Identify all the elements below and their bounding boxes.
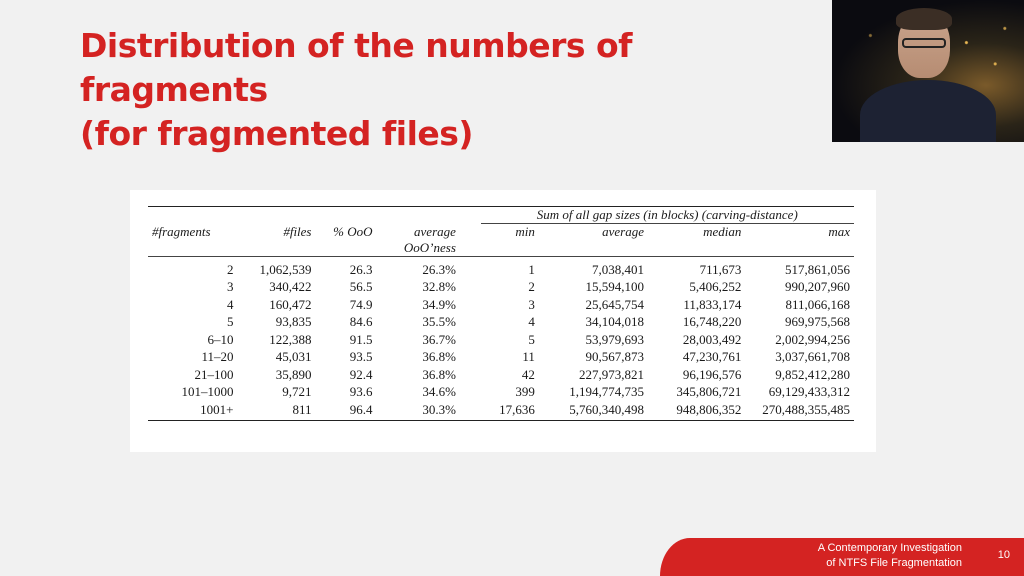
col-header-min: min bbox=[515, 224, 535, 239]
col-header-average: average bbox=[602, 224, 645, 239]
cell-median: 345,806,721 bbox=[676, 384, 742, 399]
cell-min: 17,636 bbox=[481, 401, 539, 421]
cell-files: 93,835 bbox=[275, 314, 312, 329]
presenter-webcam bbox=[832, 0, 1024, 142]
page-number: 10 bbox=[997, 549, 1010, 561]
cell-median: 948,806,352 bbox=[648, 401, 745, 421]
cell-avg-oooness: 30.3% bbox=[376, 401, 459, 421]
table-row bbox=[148, 383, 854, 401]
cell-fragments: 101–1000 bbox=[181, 384, 234, 399]
presenter-hair bbox=[896, 8, 952, 30]
cell-average: 90,567,873 bbox=[585, 349, 645, 364]
cell-ooo: 26.3 bbox=[316, 256, 377, 278]
column-gap bbox=[460, 313, 481, 331]
cell-fragments: 1001+ bbox=[148, 401, 237, 421]
cell-avg-oooness: 36.7% bbox=[422, 331, 456, 347]
column-header-row bbox=[148, 224, 854, 257]
cell-min: 1 bbox=[481, 256, 539, 278]
cell-files: 160,472 bbox=[269, 296, 312, 312]
cell-min: 2 bbox=[528, 279, 535, 294]
cell-files: 45,031 bbox=[275, 349, 312, 364]
table-row bbox=[148, 331, 854, 349]
footer-presentation-title bbox=[762, 541, 962, 571]
table-row bbox=[148, 256, 854, 278]
cell-ooo: 91.5 bbox=[349, 331, 373, 347]
cell-average: 1,194,774,735 bbox=[569, 384, 645, 399]
table-row bbox=[148, 401, 854, 421]
cell-median: 47,230,761 bbox=[682, 349, 742, 364]
cell-avg-oooness: 35.5% bbox=[422, 314, 456, 329]
column-gap bbox=[460, 383, 481, 401]
cell-average: 25,645,754 bbox=[585, 296, 645, 312]
gap-sizes-group-header: Sum of all gap sizes (in blocks) (carving-distance) bbox=[481, 207, 854, 224]
table-row bbox=[148, 296, 854, 314]
column-gap bbox=[460, 278, 481, 296]
table-row bbox=[148, 278, 854, 296]
cell-median: 711,673 bbox=[648, 256, 745, 278]
cell-fragments: 6–10 bbox=[207, 331, 234, 347]
cell-avg-oooness: 36.8% bbox=[422, 366, 456, 382]
slide-title-line-1: Distribution of the numbers of fragments bbox=[80, 26, 633, 109]
col-header-ooo: % OoO bbox=[333, 223, 373, 239]
cell-files: 9,721 bbox=[282, 384, 312, 399]
group-header-row bbox=[148, 207, 854, 224]
footer-title-line-2: of NTFS File Fragmentation bbox=[826, 557, 962, 569]
cell-min: 4 bbox=[528, 314, 535, 329]
cell-fragments: 4 bbox=[226, 296, 234, 312]
cell-fragments: 2 bbox=[148, 256, 237, 278]
cell-fragments: 3 bbox=[226, 279, 234, 294]
col-header-avg-oooness-line-1: average bbox=[414, 223, 456, 239]
cell-min: 3 bbox=[528, 296, 535, 312]
cell-min: 11 bbox=[522, 349, 535, 364]
cell-avg-oooness: 34.6% bbox=[422, 384, 456, 399]
cell-max: 990,207,960 bbox=[785, 279, 850, 294]
column-gap bbox=[460, 348, 481, 366]
cell-median: 96,196,576 bbox=[682, 366, 742, 382]
cell-avg-oooness: 34.9% bbox=[422, 296, 456, 312]
presenter-glasses bbox=[902, 38, 946, 48]
cell-min: 5 bbox=[528, 331, 535, 347]
column-gap bbox=[460, 256, 481, 278]
cell-median: 11,833,174 bbox=[683, 296, 742, 312]
cell-average: 227,973,821 bbox=[579, 366, 645, 382]
cell-average: 5,760,340,498 bbox=[539, 401, 648, 421]
presenter-body bbox=[860, 80, 996, 142]
cell-max: 3,037,661,708 bbox=[775, 349, 850, 364]
cell-avg-oooness: 26.3% bbox=[376, 256, 459, 278]
col-header-fragments: #fragments bbox=[152, 223, 211, 239]
cell-files: 122,388 bbox=[269, 331, 312, 347]
cell-median: 5,406,252 bbox=[689, 279, 742, 294]
cell-min: 42 bbox=[521, 366, 535, 382]
fragments-table-card bbox=[130, 190, 876, 452]
cell-max: 9,852,412,280 bbox=[775, 366, 850, 382]
slide-title bbox=[80, 24, 820, 156]
column-gap bbox=[460, 401, 481, 421]
column-gap bbox=[460, 366, 481, 384]
cell-files: 35,890 bbox=[275, 366, 312, 382]
cell-files: 340,422 bbox=[269, 279, 312, 294]
table-row bbox=[148, 366, 854, 384]
cell-max: 69,129,433,312 bbox=[768, 384, 850, 399]
cell-ooo: 74.9 bbox=[349, 296, 373, 312]
col-header-avg-oooness bbox=[376, 224, 459, 257]
cell-ooo: 56.5 bbox=[349, 279, 373, 294]
cell-average: 34,104,018 bbox=[585, 314, 645, 329]
slide-title-line-2: (for fragmented files) bbox=[80, 114, 474, 153]
cell-min: 399 bbox=[515, 384, 535, 399]
cell-fragments: 21–100 bbox=[194, 366, 234, 382]
cell-ooo: 93.6 bbox=[349, 384, 373, 399]
cell-max: 969,975,568 bbox=[785, 314, 850, 329]
column-gap bbox=[460, 331, 481, 349]
cell-max: 517,861,056 bbox=[745, 256, 854, 278]
cell-ooo: 84.6 bbox=[349, 314, 373, 329]
cell-files: 1,062,539 bbox=[237, 256, 315, 278]
table-body bbox=[148, 256, 854, 421]
cell-fragments: 11–20 bbox=[201, 349, 234, 364]
cell-fragments: 5 bbox=[226, 314, 234, 329]
cell-ooo: 93.5 bbox=[349, 349, 373, 364]
column-gap bbox=[460, 296, 481, 314]
col-header-max: max bbox=[828, 224, 850, 239]
col-header-median: median bbox=[703, 224, 742, 239]
col-header-files: #files bbox=[283, 223, 312, 239]
cell-max: 811,066,168 bbox=[785, 296, 850, 312]
footer-title-line-1: A Contemporary Investigation bbox=[817, 542, 962, 554]
cell-files: 811 bbox=[237, 401, 315, 421]
cell-average: 15,594,100 bbox=[585, 279, 645, 294]
cell-average: 7,038,401 bbox=[539, 256, 648, 278]
cell-max: 2,002,994,256 bbox=[775, 331, 850, 347]
cell-ooo: 96.4 bbox=[316, 401, 377, 421]
fragments-table bbox=[148, 206, 854, 421]
cell-median: 28,003,492 bbox=[682, 331, 742, 347]
cell-ooo: 92.4 bbox=[349, 366, 373, 382]
cell-avg-oooness: 32.8% bbox=[422, 279, 456, 294]
table-row bbox=[148, 348, 854, 366]
cell-max: 270,488,355,485 bbox=[745, 401, 854, 421]
cell-avg-oooness: 36.8% bbox=[422, 349, 456, 364]
footer-band bbox=[660, 538, 1024, 576]
col-header-avg-oooness-line-2: OoO’ness bbox=[403, 239, 456, 255]
cell-average: 53,979,693 bbox=[585, 331, 645, 347]
table-row bbox=[148, 313, 854, 331]
cell-median: 16,748,220 bbox=[682, 314, 742, 329]
